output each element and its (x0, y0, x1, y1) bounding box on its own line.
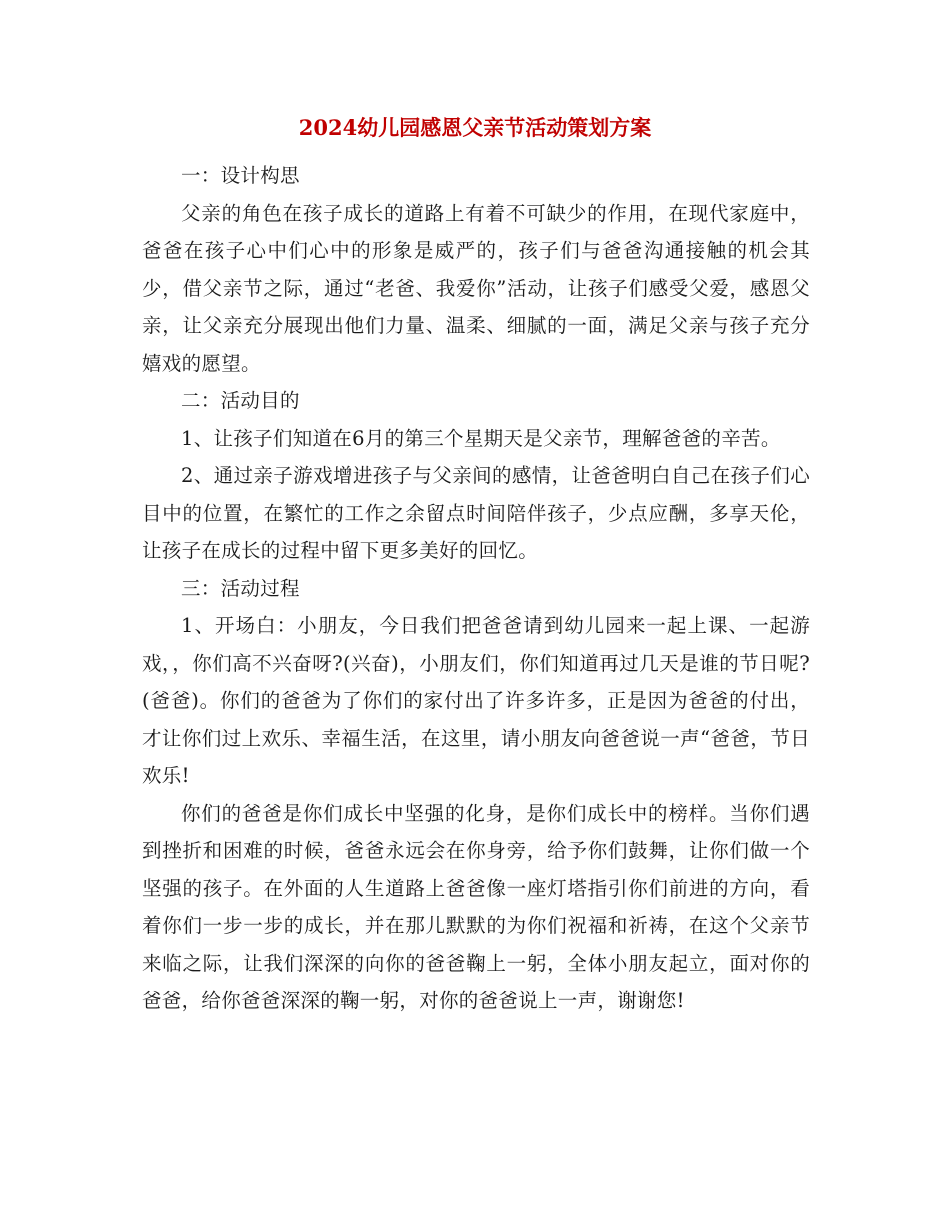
paragraph-goal-1: 1、让孩子们知道在6月的第三个星期天是父亲节，理解爸爸的辛苦。 (181, 426, 781, 450)
document-title: 2024幼儿园感恩父亲节活动策划方案 (298, 115, 652, 140)
document-body (142, 157, 810, 1020)
section-heading-design: 一：设计构思 (181, 164, 300, 187)
section-heading-goals: 二：活动目的 (181, 389, 300, 412)
section-heading-process: 三：活动过程 (181, 576, 300, 600)
paragraph-opening: 1、开场白：小朋友，今日我们把爸爸请到幼儿园来一起上课、一起游戏，，你们高不兴奋呀?(兴奋)，小朋友们，你们知道再过几天是谁的节日呢?(爸爸)。你们的爸爸为了你们的家付出了许多许多，正是因为爸爸的付出，才让你们过上欢乐、幸福生活，在这里，请小朋友向爸爸说一声“爸爸，节日欢乐! (142, 614, 810, 787)
paragraph-goal-2: 2、通过亲子游戏增进孩子与父亲间的感情，让爸爸明白自己在孩子们心目中的位置，在繁忙的工作之余留点时间陪伴孩子，少点应酬，多享天伦，让孩子在成长的过程中留下更多美好的回忆。 (142, 464, 810, 562)
paragraph-father-role-model: 你们的爸爸是你们成长中坚强的化身，是你们成长中的榜样。当你们遇到挫折和困难的时候，爸爸永远会在你身旁，给予你们鼓舞，让你们做一个坚强的孩子。在外面的人生道路上爸爸像一座灯塔指引你们前进的方向，看着你们一步一步的成长，并在那儿默默的为你们祝福和祈祷，在这个父亲节来临之际，让我们深深的向你的爸爸鞠上一躬，全体小朋友起立，面对你的爸爸，给你爸爸深深的鞠一躬，对你的爸爸说上一声，谢谢您! (142, 801, 810, 1012)
paragraph-design-concept: 父亲的角色在孩子成长的道路上有着不可缺少的作用，在现代家庭中，爸爸在孩子心中们心中的形象是威严的，孩子们与爸爸沟通接触的机会其少，借父亲节之际，通过“老爸、我爱你”活动，让孩子们感受父爱，感恩父亲，让父亲充分展现出他们力量、温柔、细腻的一面，满足父亲与孩子充分嬉戏的愿望。 (142, 201, 810, 375)
